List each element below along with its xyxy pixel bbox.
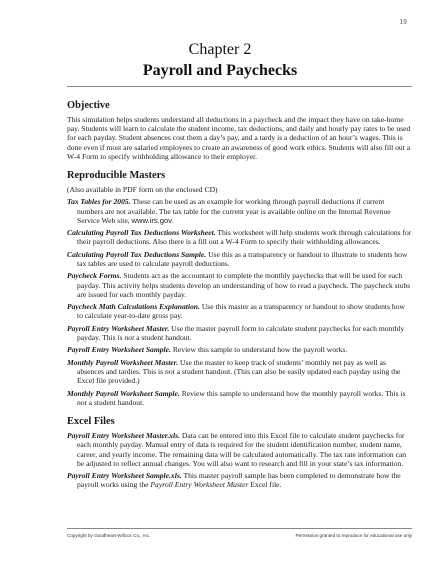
item-emphasis: not: [124, 332, 135, 342]
item-text: Review this sample to understand how the monthly payroll works. This is: [181, 388, 406, 398]
item-text: Review this sample to understand how the payroll works.: [172, 345, 348, 355]
list-item: [67, 271, 412, 299]
item-emphasis: Payroll Entry Worksheet Master: [150, 480, 249, 490]
item-title: Monthly Payroll Worksheet Sample.: [67, 388, 180, 398]
footer-permission: Permission granted to reproduce for educational use only: [295, 533, 412, 538]
footer-copyright: Copyright by Goodheart-Willcox Co., Inc.: [67, 533, 151, 538]
item-link[interactable]: www.irs.gov: [131, 215, 173, 225]
item-title: Calculating Payroll Tax Deductions Worksheet.: [67, 228, 216, 238]
masters-note: (Also available in PDF form on the enclosed CD): [67, 185, 218, 195]
excel-heading: Excel Files: [67, 415, 115, 427]
item-title: Monthly Payroll Worksheet Master.: [67, 357, 179, 367]
chapter-number: Chapter 2: [188, 41, 252, 58]
item-text: Use the master payroll form to calculate student paychecks for each monthly payday. This is: [77, 323, 405, 342]
item-title: Tax Tables for 2005.: [67, 197, 131, 207]
excel-list: [67, 431, 412, 489]
item-emphasis: not: [77, 397, 87, 407]
item-title: Payroll Entry Worksheet Sample.xls.: [67, 471, 182, 481]
item-text: This master payroll sample has been completed to demonstrate how the payroll works using the: [77, 471, 401, 490]
list-item: [67, 250, 412, 268]
masters-section: [67, 170, 412, 407]
page-number: 19: [399, 19, 407, 26]
item-text-end: Excel file.: [248, 480, 282, 490]
item-text-end: a student handout. (This can also be easily updated each payday using the Excel file provided.): [77, 366, 401, 386]
title-rule: [67, 86, 412, 87]
item-text: These can be used as an example for working through payroll deductions if current numbers are not available. The tax table for the current year is available online on the Internal Revenue Service Web site,: [77, 197, 391, 225]
item-text-end: a student handout.: [86, 397, 145, 407]
list-item: [67, 302, 412, 320]
item-text: Use the master to keep track of students’ monthly net pay as well as absences and tardies. This is: [77, 357, 386, 376]
objective-heading: Objective: [67, 100, 110, 111]
list-item: [67, 358, 412, 386]
item-text: Use this master as a transparency or handout to show students how to calculate year-to-date gross pay.: [77, 302, 405, 321]
item-text: Students act as the accountant to complete the monthly paychecks that will be used for each payday. This activity helps students develop an understanding of how to read a paycheck. The paycheck stubs are issued for each monthly payday.: [77, 271, 411, 299]
item-title: Payroll Entry Worksheet Master.xls.: [67, 431, 181, 441]
item-text: This worksheet will help students work through calculations for their payroll deductions. Also there is a fill out a W-4 Form to specify their withholding allowances.: [77, 228, 412, 247]
masters-heading: Reproducible Masters: [67, 170, 166, 182]
item-text: Use this as a transparency or handout to illustrate to students how tax tables are used to calculate payroll deductions.: [77, 249, 408, 268]
item-title: Paycheck Math Calculations Explanation.: [67, 302, 200, 312]
excel-section: [67, 416, 412, 490]
item-title: Calculating Payroll Tax Deductions Sample.: [67, 249, 207, 259]
item-text-end: .: [172, 215, 174, 225]
item-emphasis: not: [165, 366, 175, 376]
list-item: [67, 324, 412, 342]
list-item: [67, 228, 412, 246]
list-item: [67, 431, 412, 468]
item-title: Payroll Entry Worksheet Master.: [67, 323, 170, 333]
item-title: Payroll Entry Worksheet Sample.: [67, 345, 171, 355]
masters-list: [67, 197, 412, 407]
footer-rule: [67, 528, 412, 529]
page-content: [67, 100, 412, 490]
item-text: Data can be entered into this Excel file to calculate student paychecks for each monthly payday. Manual entry of data is required for the student identification number, student name, career, and yearly income. The remaining data will be calculated automatically. The tax rate information can be adjusted to reflect annual changes. You will also want to research and fill in your state’s tax information.: [77, 431, 407, 468]
list-item: [67, 345, 412, 354]
chapter-title: Payroll and Paychecks: [142, 62, 298, 79]
list-item: [67, 197, 412, 225]
list-item: [67, 389, 412, 407]
list-item: [67, 471, 412, 489]
item-text-end: a student handout.: [134, 332, 192, 342]
objective-text: This simulation helps students understand all deductions in a paycheck and the impact they have on take-home pay. Students will learn to calculate the student income, tax deductions, and daily and hourly pay rates to be used for each payday. Student absences cost them a day’s pay, and a tardy is a deduction of an hour’s wages. This is done even if most are salaried employees to create an awareness of good work ethics. Students will also fill out a W-4 Form to specify withholding allowance to their employer.: [67, 115, 411, 161]
item-title: Paycheck Forms.: [67, 271, 122, 281]
